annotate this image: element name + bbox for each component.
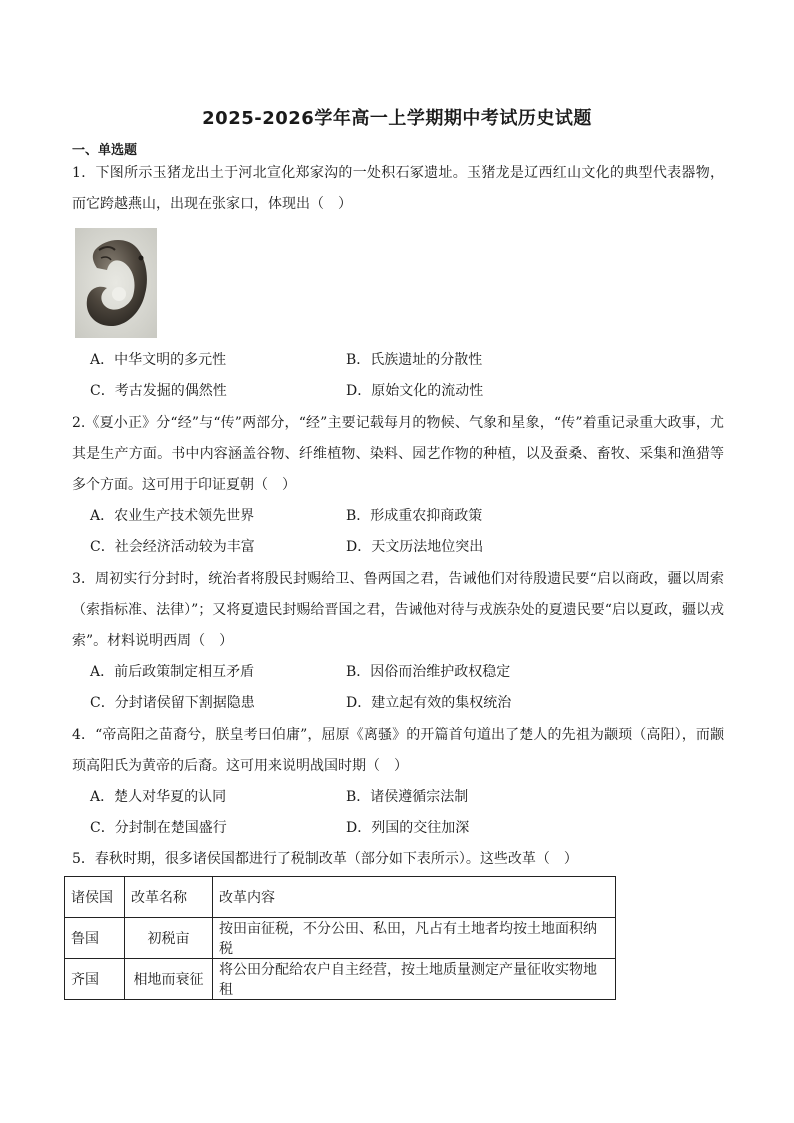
- option-c[interactable]: C．社会经济活动较为丰富: [90, 539, 255, 555]
- option-b[interactable]: B．形成重农抑商政策: [346, 508, 483, 524]
- question-4-options: [90, 782, 710, 844]
- table-header-row: [65, 877, 616, 918]
- question-3-stem: 3．周初实行分封时，统治者将殷民封赐给卫、鲁两国之君，告诫他们对待殷遗民要“启以商政，疆以周索（索指标准、法律）”；又将夏遗民封赐给晋国之君，告诫他对待与戎族杂处的夏遗民要“启以夏政，疆以戎索”。材料说明西周（ ）: [72, 571, 724, 649]
- tax-reform-table: [64, 876, 616, 1000]
- table-cell: 将公田分配给农户自主经营，按土地质量测定产量征收实物地租: [213, 959, 616, 1000]
- exam-title: 2025-2026学年高一上学期期中考试历史试题: [202, 108, 592, 129]
- table-header-cell: 改革内容: [213, 877, 616, 918]
- option-row: [90, 688, 710, 719]
- option-a[interactable]: A．中华文明的多元性: [90, 352, 227, 368]
- option-row: [90, 501, 710, 532]
- option-d[interactable]: D．天文历法地位突出: [346, 539, 484, 555]
- option-d[interactable]: D．建立起有效的集权统治: [346, 695, 512, 711]
- option-a[interactable]: A．前后政策制定相互矛盾: [90, 664, 255, 680]
- option-row: [90, 345, 710, 376]
- question-1-stem: 1．下图所示玉猪龙出土于河北宣化郑家沟的一处积石冢遗址。玉猪龙是辽西红山文化的典型代表器物，而它跨越燕山，出现在张家口，体现出（ ）: [72, 165, 724, 212]
- option-row: [90, 657, 710, 688]
- question-1-options: [90, 345, 710, 407]
- option-row: [90, 532, 710, 563]
- table-cell: 初税亩: [125, 918, 213, 959]
- option-a[interactable]: A．农业生产技术领先世界: [90, 508, 255, 524]
- jade-pig-dragon-photo: [75, 228, 157, 338]
- table-cell: 鲁国: [65, 918, 125, 959]
- option-b[interactable]: B．诸侯遵循宗法制: [346, 789, 469, 805]
- option-b[interactable]: B．氏族遗址的分散性: [346, 352, 483, 368]
- question-3-options: [90, 657, 710, 719]
- option-row: [90, 813, 710, 844]
- question-2-options: [90, 501, 710, 563]
- option-b[interactable]: B．因俗而治维护政权稳定: [346, 664, 511, 680]
- option-c[interactable]: C．分封制在楚国盛行: [90, 820, 227, 836]
- option-a[interactable]: A．楚人对华夏的认同: [90, 789, 227, 805]
- table-row: [65, 918, 616, 959]
- question-5-stem: 5．春秋时期，很多诸侯国都进行了税制改革（部分如下表所示）。这些改革（ ）: [72, 851, 578, 867]
- table-cell: 相地而衰征: [125, 959, 213, 1000]
- section-heading: 一、单选题: [72, 143, 138, 158]
- table-row: [65, 959, 616, 1000]
- option-row: [90, 376, 710, 407]
- option-d[interactable]: D．原始文化的流动性: [346, 383, 484, 399]
- option-c[interactable]: C．分封诸侯留下割据隐患: [90, 695, 255, 711]
- option-d[interactable]: D．列国的交往加深: [346, 820, 470, 836]
- table-header-cell: 诸侯国: [65, 877, 125, 918]
- table-cell: 按田亩征税，不分公田、私田，凡占有土地者均按土地面积纳税: [213, 918, 616, 959]
- option-c[interactable]: C．考古发掘的偶然性: [90, 383, 227, 399]
- question-2-stem: 2.《夏小正》分“经”与“传”两部分，“经”主要记载每月的物候、气象和星象，“传”着重记录重大政事，尤其是生产方面。书中内容涵盖谷物、纤维植物、染料、园艺作物的种植，以及蚕桑、畜牧、采集和渔猎等多个方面。这可用于印证夏朝（ ）: [72, 415, 724, 493]
- table-cell: 齐国: [65, 959, 125, 1000]
- question-4-stem: 4．“帝高阳之苗裔兮，朕皇考曰伯庸”，屈原《离骚》的开篇首句道出了楚人的先祖为颛顼（高阳），而颛顼高阳氏为黄帝的后裔。这可用来说明战国时期（ ）: [72, 727, 724, 774]
- table-header-cell: 改革名称: [125, 877, 213, 918]
- option-row: [90, 782, 710, 813]
